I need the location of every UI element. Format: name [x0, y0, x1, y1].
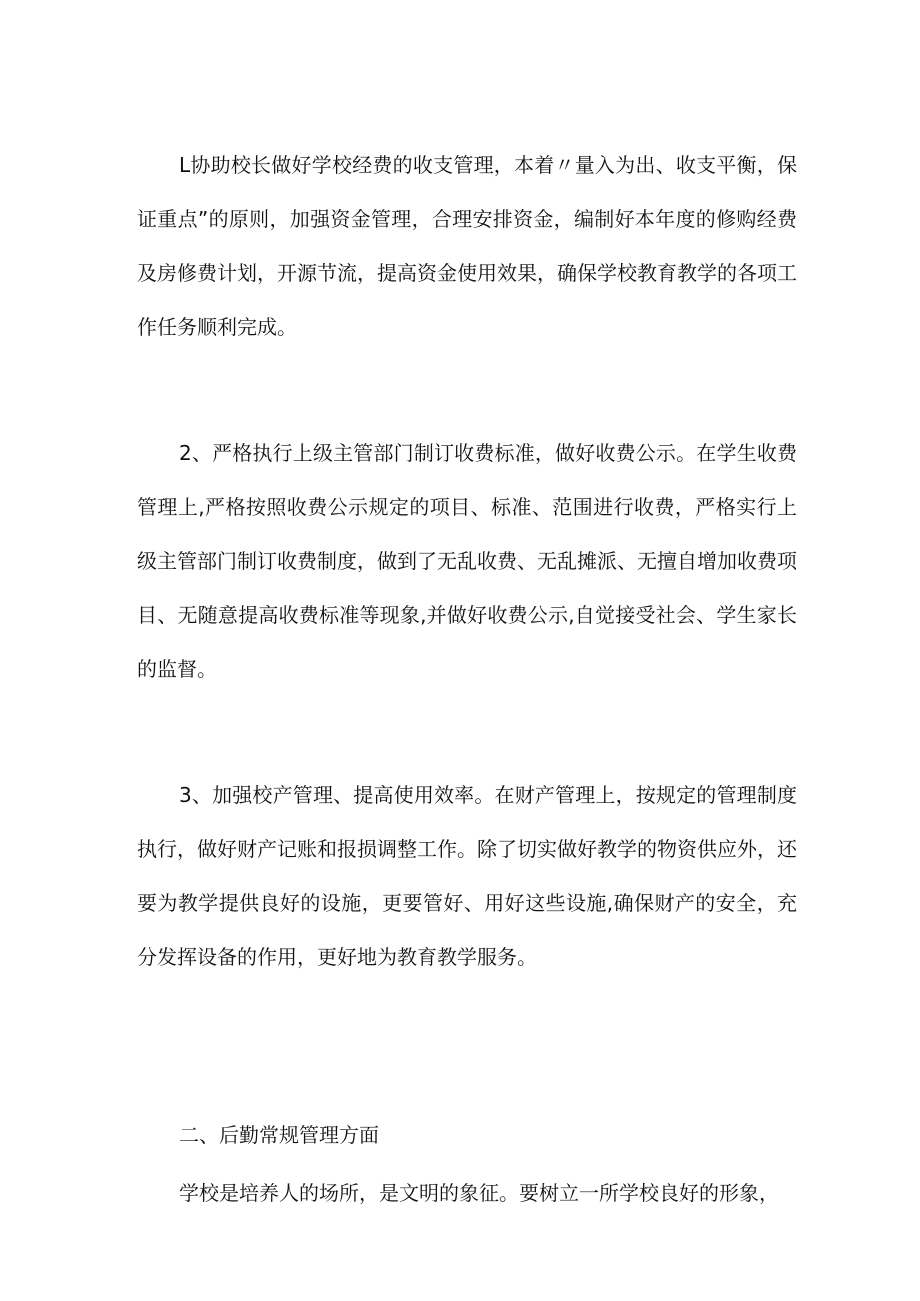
paragraph-fee-standards: 2、严格执行上级主管部门制订收费标准，做好收费公示。在学生收费管理上,严格按照收费公示规定的项目、标准、范围进行收费，严格实行上级主管部门制订收费制度，做到了无乱收费、无乱摊派、无擅自增加收费项目、无随意提高收费标准等现象,并做好收费公示,自觉接受社会、学生家长的监督。 [137, 441, 797, 681]
paragraph-school-image: 学校是培养人的场所，是文明的象征。要树立一所学校良好的形象， [179, 1181, 779, 1205]
section-heading: 二、后勤常规管理方面 [179, 1123, 379, 1147]
paragraph-asset-management: 3、加强校产管理、提高使用效率。在财产管理上，按规定的管理制度执行，做好财产记账和报损调整工作。除了切实做好教学的物资供应外，还要为教学提供良好的设施，更要管好、用好这些设施,确保财产的安全，充分发挥设备的作用，更好地为教育教学服务。 [137, 783, 797, 969]
paragraph-fund-management: L协助校长做好学校经费的收支管理，本着〃量入为出、收支平衡，保证重点”的原则，加强资金管理，合理安排资金，编制好本年度的修购经费及房修费计划，开源节流，提高资金使用效果，确保学校教育教学的各项工作任务顺利完成。 [137, 153, 797, 339]
